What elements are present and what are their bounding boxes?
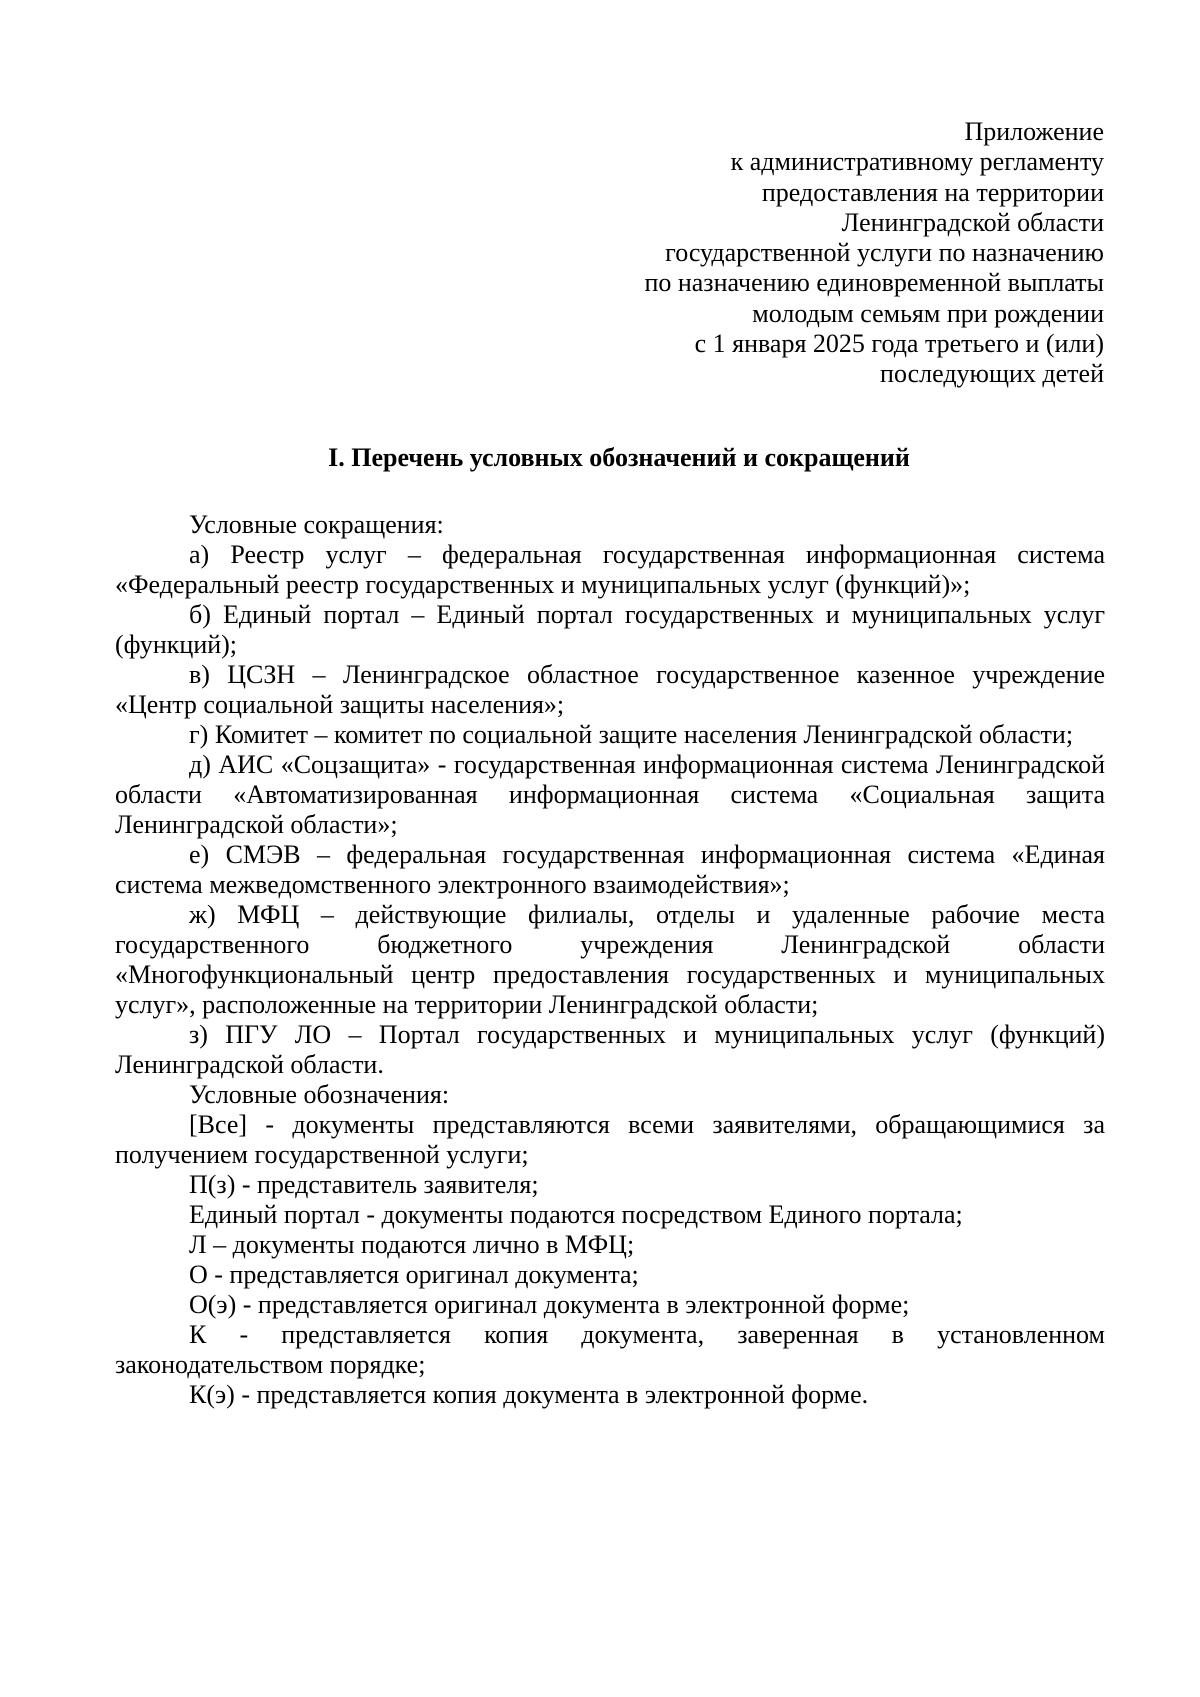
appendix-line: к административному регламенту [730,147,1104,177]
designation-item: К - представляется копия документа, заверенная в установленном законодательством порядке; [115,1320,1105,1379]
abbreviation-item: б) Единый портал – Единый портал государственных и муниципальных услуг (функций); [115,600,1105,659]
appendix-line: Приложение [964,117,1104,146]
appendix-line: молодым семьям при рождении [752,298,1104,328]
designation-item: Единый портал - документы подаются посредством Единого портала; [189,1200,963,1229]
designations-heading: Условные обозначения: [189,1080,450,1109]
designation-item: О(э) - представляется оригинал документа в электронной форме; [189,1290,910,1319]
abbreviation-item: е) СМЭВ – федеральная государственная информационная система «Единая система межведомственного электронного взаимодействия»; [115,840,1105,899]
appendix-line: с 1 января 2025 года третьего и (или) [694,328,1104,358]
appendix-header [644,117,1104,389]
document-body [115,510,1105,1410]
abbreviation-item: ж) МФЦ – действующие филиалы, отделы и удаленные рабочие места государственного бюджетного учреждения Ленинградской области «Многофункциональный центр предоставления государственных и муниципальных услуг», расположенные на территории Ленинградской области; [115,900,1105,1019]
appendix-line: государственной услуги по назначению [665,238,1104,267]
designation-item: К(э) - представляется копия документа в электронной форме. [189,1380,869,1409]
abbreviation-item: в) ЦСЗН – Ленинградское областное государственное казенное учреждение «Центр социальной защиты населения»; [115,660,1105,719]
abbreviation-item: г) Комитет – комитет по социальной защите населения Ленинградской области; [189,720,1074,749]
appendix-line: по назначению единовременной выплаты [644,268,1104,298]
appendix-line: последующих детей [880,359,1104,388]
section-title: I. Перечень условных обозначений и сокращений [328,443,910,472]
abbreviations-heading: Условные сокращения: [189,510,444,539]
appendix-line: Ленинградской области [841,207,1104,237]
abbreviation-item: а) Реестр услуг – федеральная государственная информационная система «Федеральный реестр государственных и муниципальных услуг (функций)»; [115,540,1105,599]
designation-item: П(з) - представитель заявителя; [189,1170,539,1199]
designation-item: О - представляется оригинал документа; [189,1260,639,1289]
abbreviation-item: д) АИС «Соцзащита» - государственная информационная система Ленинградской области «Автоматизированная информационная система «Социальная защита Ленинградской области»; [115,750,1105,839]
appendix-line: предоставления на территории [761,177,1104,207]
designation-item: [Все] - документы представляются всеми заявителями, обращающимися за получением государственной услуги; [115,1110,1105,1169]
designation-item: Л – документы подаются лично в МФЦ; [189,1230,635,1259]
abbreviation-item: з) ПГУ ЛО – Портал государственных и муниципальных услуг (функций) Ленинградской области. [115,1020,1105,1079]
